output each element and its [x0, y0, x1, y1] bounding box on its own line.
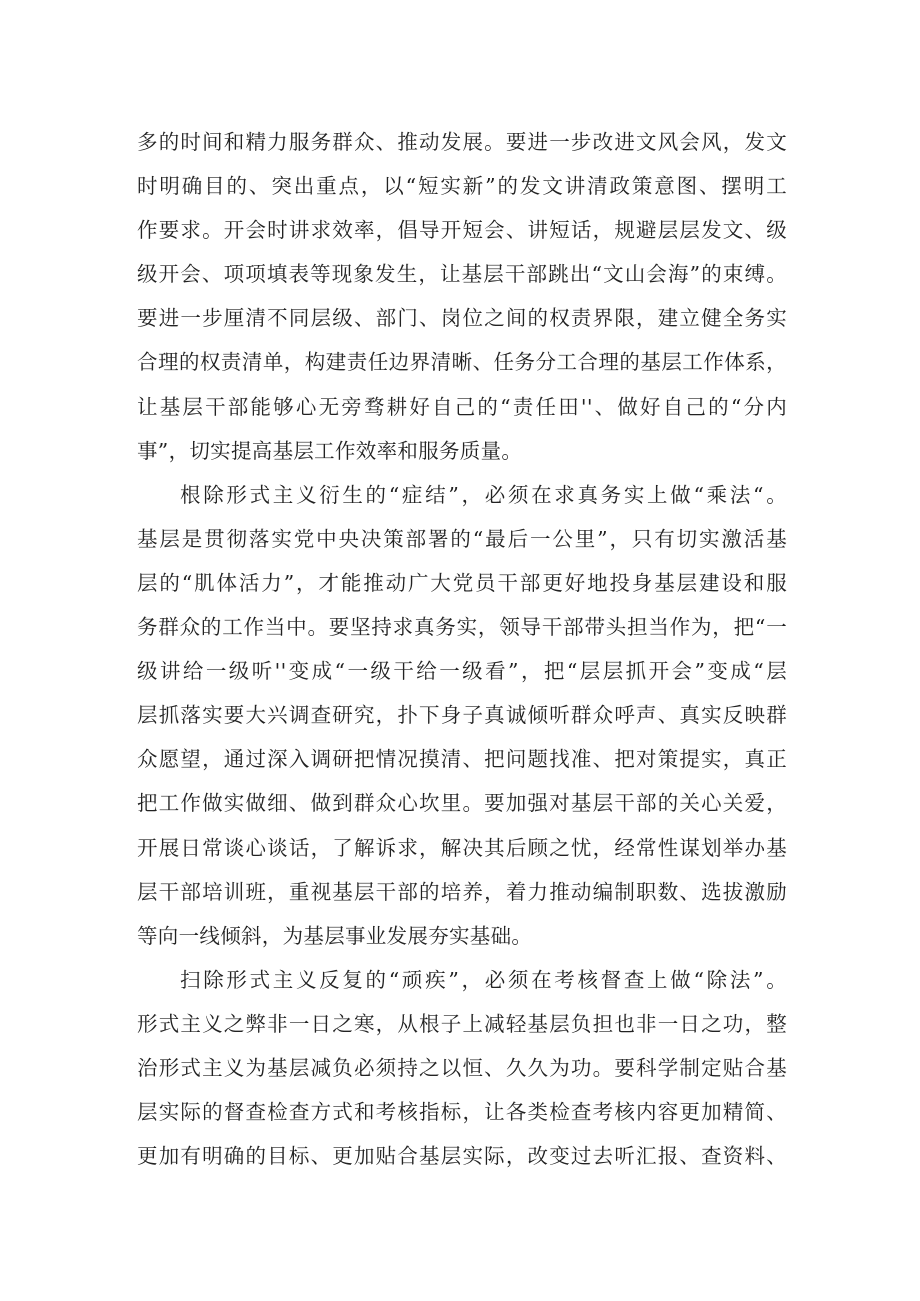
text-line: 作要求。开会时讲求效率，倡导开短会、讲短话，规避层层发文、级 — [137, 218, 787, 243]
text-line: 级开会、项项填表等现象发生，让基层干部跳出“文山会海”的束缚。 — [137, 262, 787, 287]
text-line: 合理的权责清单，构建责任边界清晰、任务分工合理的基层工作体系， — [137, 350, 787, 375]
text-line: 形式主义之弊非一日之寒，从根子上减轻基层负担也非一日之功，整 — [137, 1011, 787, 1036]
text-line: 级讲给一级听''变成“一级干给一级看”，把“层层抓开会”变成“层 — [137, 659, 787, 684]
paragraph-multiplication — [137, 473, 787, 958]
text-line: 层的“肌体活力”，才能推动广大党员干部更好地投身基层建设和服 — [137, 570, 787, 595]
article-body — [137, 120, 787, 1178]
paragraph-first-line: 根除形式主义衍生的“症结”，必须在求真务实上做“乘法“。 — [180, 482, 787, 507]
text-line: 层抓落实要大兴调查研究，扑下身子真诚倾听群众呼声、真实反映群 — [137, 703, 787, 728]
text-line: 层实际的督查检查方式和考核指标，让各类检查考核内容更加精简、 — [137, 1100, 787, 1125]
paragraph-first-line: 扫除形式主义反复的“顽疾”，必须在考核督查上做“除法”。 — [180, 967, 787, 992]
text-line: 基层是贯彻落实党中央决策部署的“最后一公里”，只有切实激活基 — [137, 526, 787, 551]
text-line: 时明确目的、突出重点，以“短实新”的发文讲清政策意图、摆明工 — [137, 174, 787, 199]
text-line: 把工作做实做细、做到群众心坎里。要加强对基层干部的关心关爱， — [137, 791, 787, 816]
text-line: 让基层干部能够心无旁骛耕好自己的“责任田''、做好自己的“分内 — [137, 394, 787, 419]
text-line: 层干部培训班，重视基层干部的培养，着力推动编制职数、选拔激励 — [137, 879, 787, 904]
text-line: 更加有明确的目标、更加贴合基层实际，改变过去听汇报、查资料、 — [137, 1144, 787, 1169]
text-line: 开展日常谈心谈话，了解诉求，解决其后顾之忧，经常性谋划举办基 — [137, 835, 787, 860]
paragraph-division — [137, 958, 787, 1178]
text-line: 事”，切实提高基层工作效率和服务质量。 — [137, 438, 523, 463]
text-line: 要进一步厘清不同层级、部门、岗位之间的权责界限，建立健全务实 — [137, 306, 787, 331]
text-line: 众愿望，通过深入调研把情况摸清、把问题找准、把对策提实，真正 — [137, 747, 787, 772]
paragraph-work-style — [137, 120, 787, 473]
text-line: 等向一线倾斜，为基层事业发展夯实基础。 — [137, 923, 533, 948]
text-line: 治形式主义为基层减负必须持之以恒、久久为功。要科学制定贴合基 — [137, 1055, 787, 1080]
text-line: 务群众的工作当中。要坚持求真务实，领导干部带头担当作为，把“一 — [137, 615, 787, 640]
text-line: 多的时间和精力服务群众、推动发展。要进一步改进文风会风，发文 — [137, 130, 787, 154]
